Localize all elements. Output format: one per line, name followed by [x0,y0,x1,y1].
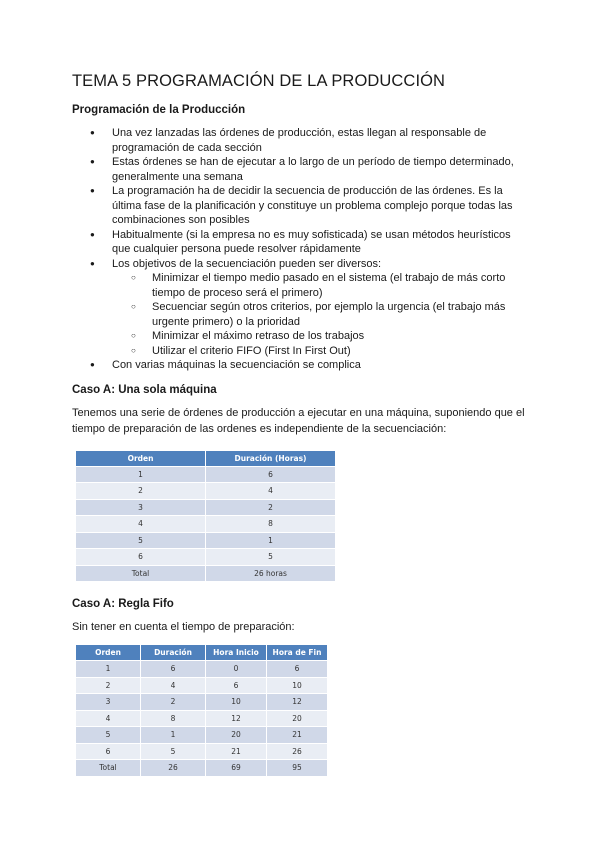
sub-list-item: ○ Minimizar el tiempo medio pasado en el sistema (el trabajo de más corto tiempo de proceso será el primero) [112,271,532,300]
table-cell: 12 [206,710,267,727]
table-row [76,549,336,566]
table-row [76,532,336,549]
list-item: ● Con varias máquinas la secuenciación se complica [72,358,532,373]
table-cell: 21 [206,743,267,760]
table-cell: 2 [76,483,206,500]
table-row [76,516,336,533]
table-cell: 20 [206,727,267,744]
table-header: Duración (Horas) [206,451,336,467]
table-cell: 4 [206,483,336,500]
table-cell: 6 [141,661,206,678]
table-cell: 5 [141,743,206,760]
bullet-list [72,126,532,373]
table-header: Orden [76,645,141,661]
table-total-row [76,565,336,582]
table-header: Duración [141,645,206,661]
table-cell: 12 [267,694,328,711]
section-heading-programacion: Programación de la Producción [72,104,246,116]
table-total-row [76,760,328,777]
table-cell: 5 [76,727,141,744]
sub-list-item: ○ Utilizar el criterio FIFO (First In First Out) [112,344,532,359]
table-row [76,710,328,727]
table-cell: 20 [267,710,328,727]
table-row [76,677,328,694]
table-cell: Total [76,565,206,582]
table-cell: 6 [76,743,141,760]
table-cell: 1 [206,532,336,549]
table-cell: 3 [76,694,141,711]
table-cell: 8 [206,516,336,533]
table-cell: 3 [76,499,206,516]
table-cell: 5 [206,549,336,566]
table-cell: 26 [267,743,328,760]
paragraph-fifo: Sin tener en cuenta el tiempo de preparación: [72,621,295,633]
list-item [72,257,532,359]
table-cell: 4 [76,516,206,533]
table-row [76,727,328,744]
table-cell: 10 [267,677,328,694]
fifo-table [76,645,328,777]
section-heading-regla-fifo: Caso A: Regla Fifo [72,598,174,610]
list-item: ● Estas órdenes se han de ejecutar a lo largo de un período de tiempo determinado, generalmente una semana [72,155,532,184]
table-row [76,483,336,500]
list-item: ● Habitualmente (si la empresa no es muy sofisticada) se usan métodos heurísticos que cualquier persona puede resolver rápidamente [72,228,532,257]
list-item-text: Los objetivos de la secuenciación pueden ser diversos: [112,257,382,270]
table-cell: 21 [267,727,328,744]
table-cell: 2 [206,499,336,516]
table-row [76,466,336,483]
table-cell: 2 [76,677,141,694]
list-item: ● Una vez lanzadas las órdenes de producción, estas llegan al responsable de programación de cada sección [72,126,532,155]
table-cell: Total [76,760,141,777]
table-row [76,499,336,516]
document-page [72,72,532,777]
section-heading-una-sola-maquina: Caso A: Una sola máquina [72,383,217,396]
table-header: Orden [76,451,206,467]
page-title: TEMA 5 PROGRAMACIÓN DE LA PRODUCCIÓN [72,72,446,90]
table-cell: 69 [206,760,267,777]
table-header: Hora Inicio [206,645,267,661]
sub-list-item: ○ Secuenciar según otros criterios, por ejemplo la urgencia (el trabajo más urgente primero) o la prioridad [112,300,532,329]
table-row [76,661,328,678]
sub-bullet-list [112,271,532,358]
table-cell: 6 [267,661,328,678]
table-cell: 6 [206,466,336,483]
table-cell: 1 [76,661,141,678]
table-cell: 95 [267,760,328,777]
table-cell: 6 [206,677,267,694]
table-header: Hora de Fin [267,645,328,661]
table-cell: 10 [206,694,267,711]
table-cell: 1 [76,466,206,483]
table-cell: 6 [76,549,206,566]
table-cell: 5 [76,532,206,549]
duration-table [76,451,336,583]
table-row [76,694,328,711]
sub-list-item: ○ Minimizar el máximo retraso de los trabajos [112,329,532,344]
paragraph-intro: Tenemos una serie de órdenes de producción a ejecutar en una máquina, suponiendo que el tiempo de preparación de las ordenes es independiente de la secuenciación: [72,406,525,435]
table-cell: 26 horas [206,565,336,582]
table-cell: 4 [141,677,206,694]
table-cell: 8 [141,710,206,727]
table-row [76,743,328,760]
table-cell: 4 [76,710,141,727]
table-cell: 26 [141,760,206,777]
table-cell: 1 [141,727,206,744]
table-cell: 2 [141,694,206,711]
list-item: ● La programación ha de decidir la secuencia de producción de las órdenes. Es la última fase de la planificación y constituye un problema complejo porque todas las combinaciones son posibles [72,184,532,228]
table-cell: 0 [206,661,267,678]
